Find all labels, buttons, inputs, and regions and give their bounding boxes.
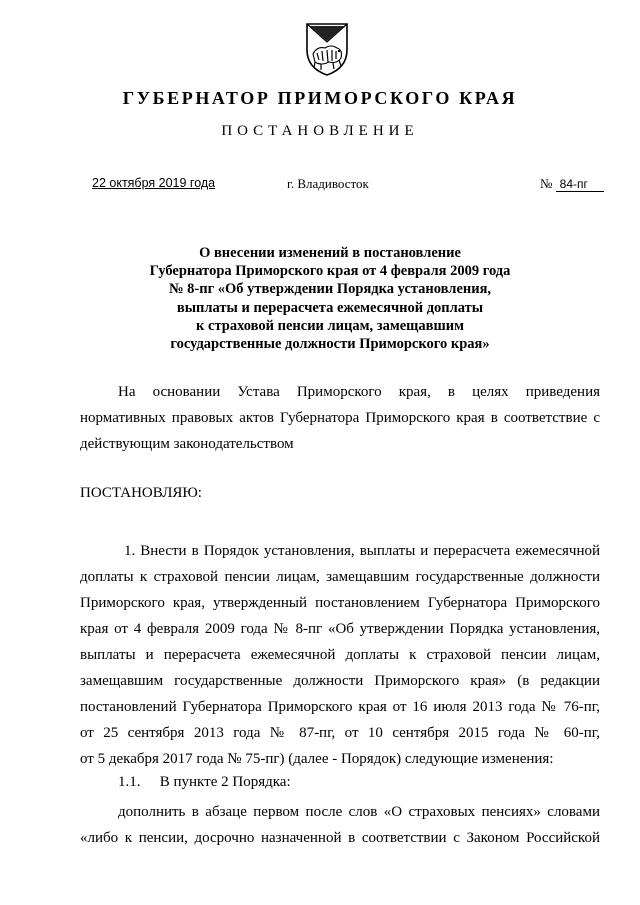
title-line: № 8-пг «Об утверждении Порядка установления, <box>168 281 492 298</box>
title-line: Губернатора Приморского края от 4 февраля 2009 года <box>149 263 511 280</box>
item-1-1-heading <box>118 774 291 791</box>
title-line: О внесении изменений в постановление <box>199 245 461 261</box>
item-text: В пункте 2 Порядка: <box>159 774 291 790</box>
item-1-1-paragraph <box>80 799 600 851</box>
text-line: от 5 декабря 2017 года № 75-пг) (далее - Порядок) следующие изменения: <box>80 751 554 767</box>
document-date: 22 октября 2019 года <box>92 176 216 190</box>
text-line: выплаты и перерасчета ежемесячной доплаты к страховой пенсии лицам, <box>80 647 600 663</box>
text-line: замещавшим государственные должности Приморского края» (в редакции <box>80 673 600 689</box>
title-line: государственные должности Приморского края» <box>170 336 490 353</box>
document-city: г. Владивосток <box>287 176 369 191</box>
item-number: 1.1. <box>118 774 141 790</box>
text-line: доплаты к страховой пенсии лицам, замещавшим государственные должности <box>80 569 600 585</box>
text-line: от 25 сентября 2013 года № 87-пг, от 10 сентября 2015 года № 60-пг, <box>80 725 600 741</box>
document-type: ПОСТАНОВЛЕНИЕ <box>221 123 419 139</box>
preamble-paragraph <box>80 379 600 457</box>
text-line: дополнить в абзаце первом после слов «О страховых пенсиях» словами <box>118 804 600 820</box>
text-line: Приморского края, утвержденный постановлением Губернатора Приморского <box>80 595 600 611</box>
title-line: к страховой пенсии лицам, замещавшим <box>196 317 464 334</box>
coat-of-arms-emblem <box>301 20 353 78</box>
text-line: постановлений Губернатора Приморского края от 16 июля 2013 года № 76-пг, <box>80 699 600 715</box>
number-sign: № <box>540 176 553 191</box>
item-1-paragraph <box>80 538 600 772</box>
issuing-authority: ГУБЕРНАТОР ПРИМОРСКОГО КРАЯ <box>122 88 518 108</box>
document-number <box>540 176 604 192</box>
text-line: нормативных правовых актов Губернатора Приморского края в соответствие с <box>80 410 600 426</box>
text-line: края от 4 февраля 2009 года № 8-пг «Об утверждении Порядка установления, <box>80 621 600 637</box>
document-title <box>110 244 550 353</box>
text-line: 1. Внести в Порядок установления, выплаты и перерасчета ежемесячной <box>124 543 600 559</box>
text-line: «либо к пенсии, досрочно назначенной в соответствии с Законом Российской <box>80 830 600 846</box>
text-line: На основании Устава Приморского края, в целях приведения <box>118 384 600 400</box>
number-value: 84-пг <box>556 177 604 192</box>
decree-word: ПОСТАНОВЛЯЮ: <box>80 485 202 501</box>
text-line: действующим законодательством <box>80 436 294 452</box>
title-line: выплаты и перерасчета ежемесячной доплаты <box>176 299 484 316</box>
